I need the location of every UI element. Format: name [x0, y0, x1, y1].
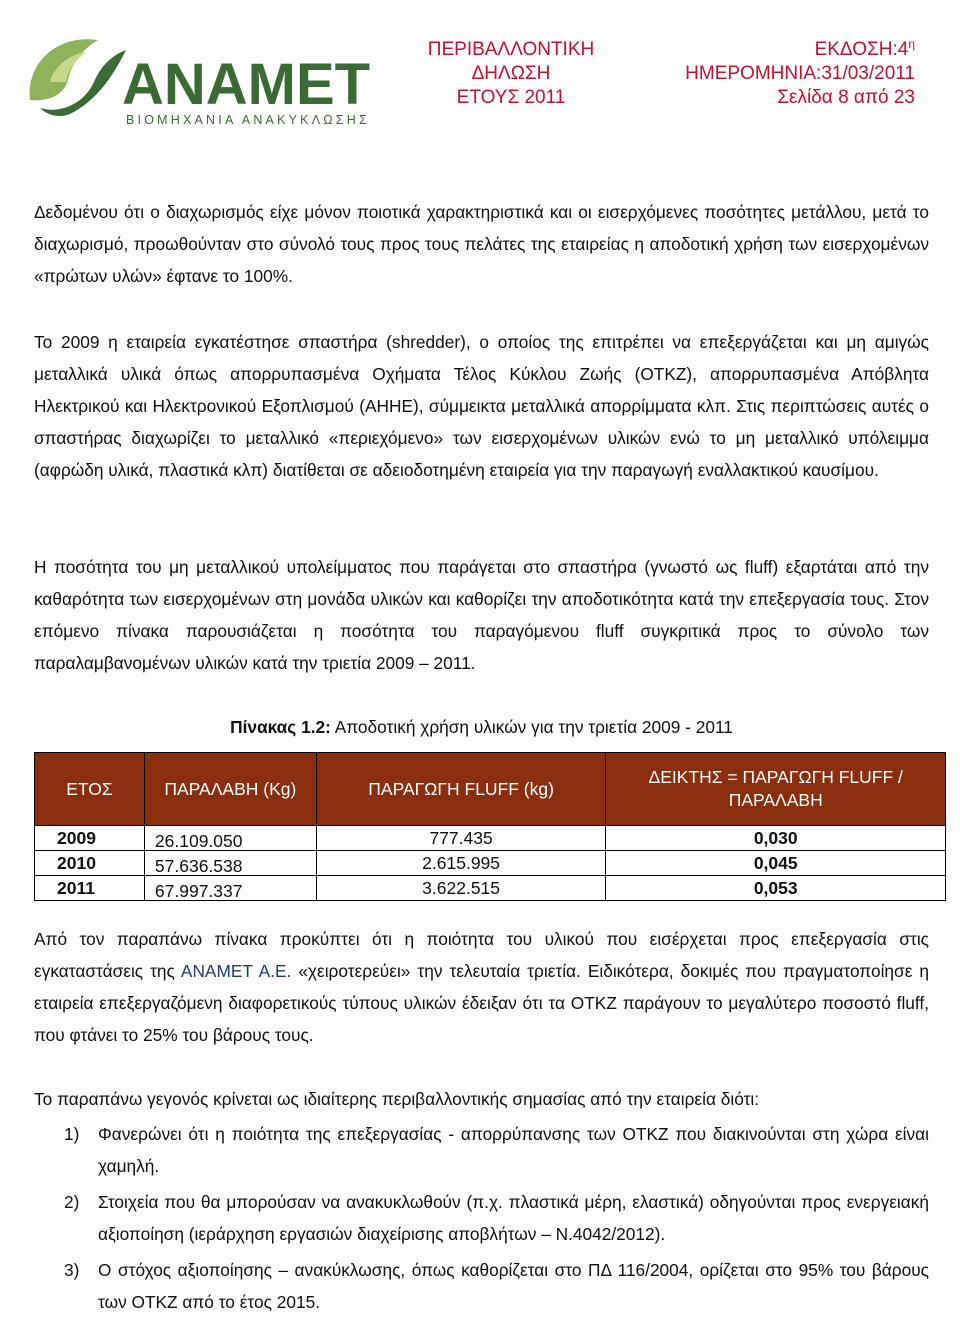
company-name: ΑΝΑΜΕΤ Α.Ε. — [180, 961, 292, 981]
cell-fluff: 2.615.995 — [316, 851, 606, 876]
cell-year: 2010 — [35, 851, 145, 876]
cell-received: 26.109.050 — [144, 829, 316, 854]
cell-index: 0,045 — [606, 851, 946, 876]
cell-fluff: 777.435 — [316, 826, 606, 851]
document-meta — [615, 38, 915, 110]
cell-fluff: 3.622.515 — [316, 876, 606, 901]
edition-label: $EK\Delta O\Sigma H:4^\eta$ — [814, 37, 915, 60]
paragraph-4: Από τον παραπάνω πίνακα προκύπτει ότι η ποιότητα του υλικού που εισέρχεται προς επεξεργασία στις εγκαταστάσεις της ΑΝΑΜΕΤ Α.Ε. «χειροτερεύει» την τελευταία τριετία. Ειδικότερα, δοκιμές που πραγματοποίησε η εταιρεία επεξεργαζόμενη διαφορετικούς τύπους υλικών έδειξαν ότι τα ΟΤΚΖ παράγουν το μεγαλύτερο ποσοστό fluff, που φτάνει το 25% του βάρους τους. — [34, 929, 930, 1045]
title-line-1: ΠΕΡΙΒΑΛΛΟΝΤΙΚΗ — [427, 39, 595, 60]
logo-tagline: ΒΙΟΜΗΧΑΝΙΑ ΑΝΑΚΥΚΛΩΣΗΣ — [126, 113, 370, 127]
paragraph-3: Η ποσότητα του μη μεταλλικού υπολείμματος που παράγεται στο σπαστήρα (γνωστό ως fluff) εξαρτάται από την καθαρότητα των εισερχομένων στη μονάδα υλικών και καθορίζει την αποδοτικότητα κατά την επεξεργασία τους. Στον επόμενο πίνακα παρουσιάζεται η ποσότητα του παραγόμενου fluff συγκριτικά προς το σύνολο των παραλαμβανομένων υλικών κατά την τριετία 2009 – 2011. — [34, 557, 929, 673]
list-item-text: Φανερώνει ότι η ποιότητα της επεξεργασίας - απορρύπανσης των ΟΤΚΖ που διακινούνται στη χώρα είναι χαμηλή. — [98, 1124, 929, 1176]
cell-index: 0,053 — [606, 876, 946, 901]
list-item-text: Στοιχεία που θα μπορούσαν να ανακυκλωθούν (π.χ. πλαστικά μέρη, ελαστικά) οδηγούνται προς ενεργειακή αξιοποίηση (ιεράρχηση εργασιών διαχείρισης αποβλήτων – Ν.4042/2012). — [98, 1192, 929, 1244]
reasons-list — [34, 1118, 929, 1322]
list-item-number: 3) — [64, 1260, 80, 1280]
title-line-2: ΔΗΛΩΣΗ — [471, 63, 551, 84]
list-item — [34, 1186, 929, 1250]
list-item-text: Ο στόχος αξιοποίησης – ανακύκλωσης, όπως καθορίζεται στο ΠΔ 116/2004, ορίζεται στο 95% του βάρους των ΟΤΚΖ από το έτος 2015. — [98, 1260, 929, 1312]
cell-year: 2009 — [35, 826, 145, 851]
col-header-fluff: ΠΑΡΑΓΩΓΗ FLUFF (kg) — [316, 753, 606, 826]
table-row — [35, 851, 946, 876]
table-row — [35, 826, 946, 851]
cell-received: 57.636.538 — [144, 854, 316, 879]
list-item — [34, 1118, 929, 1182]
col-header-index: ΔΕΙΚΤΗΣ = ΠΑΡΑΓΩΓΗ FLUFF / ΠΑΡΑΛΑΒΗ — [606, 753, 946, 826]
list-item-number: 2) — [64, 1192, 80, 1212]
table-header-row — [35, 753, 946, 826]
date-label: ΗΜΕΡΟΜΗΝΙΑ:31/03/2011 — [685, 63, 915, 84]
table-caption — [34, 714, 929, 740]
col-header-year: ΕΤΟΣ — [35, 753, 145, 826]
paragraph-1: Δεδομένου ότι ο διαχωρισμός είχε μόνον ποιοτικά χαρακτηριστικά και οι εισερχόμενες ποσότητες μετάλλου, μετά το διαχωρισμό, προωθούνταν στο σύνολό τους προς τους πελάτες της εταιρείας η αποδοτική χρήση των εισερχομένων «πρώτων υλών» έφτανε το 100%. — [34, 202, 929, 286]
anamet-logo-graphic — [20, 22, 400, 137]
cell-received: 67.997.337 — [144, 879, 316, 904]
list-item-number: 1) — [64, 1124, 80, 1144]
cell-year: 2011 — [35, 876, 145, 901]
col-header-received: ΠΑΡΑΛΑΒΗ (Kg) — [144, 753, 316, 826]
document-header — [0, 0, 960, 140]
title-line-3: ΕΤΟΥΣ 2011 — [456, 87, 566, 108]
list-item — [34, 1254, 929, 1318]
table-caption-number: Πίνακας 1.2: — [230, 717, 331, 737]
paragraph-5: Το παραπάνω γεγονός κρίνεται ως ιδιαίτερης περιβαλλοντικής σημασίας από την εταιρεία διότι: — [34, 1089, 760, 1109]
document-title — [400, 38, 622, 110]
paragraph-2: Το 2009 η εταιρεία εγκατέστησε σπαστήρα (shredder), ο οποίος της επιτρέπει να επεξεργάζεται και μη αμιγώς μεταλλικά υλικά όπως απορρυπασμένα Οχήματα Τέλος Κύκλου Ζωής (ΟΤΚΖ), απορρυπασμένα Απόβλητα Ηλεκτρικού και Ηλεκτρονικού Εξοπλισμού (ΑΗΗΕ), σύμμεικτα μεταλλικά απορρίμματα κλπ. Στις περιπτώσεις αυτές ο σπαστήρας διαχωρίζει το μεταλλικό «περιεχόμενο» των εισερχομένων υλικών ενώ το μη μεταλλικό υπόλειμμα (αφρώδη υλικά, πλαστικά κλπ) διατίθεται σε αδειοδοτημένη εταιρεία για την παραγωγή εναλλακτικού καυσίμου. — [34, 332, 929, 480]
page-number: Σελίδα 8 από 23 — [777, 87, 915, 108]
efficiency-table — [34, 752, 946, 901]
table-caption-text: Αποδοτική χρήση υλικών για την τριετία 2009 - 2011 — [330, 717, 733, 737]
edition-superscript: η — [908, 37, 915, 51]
table-row — [35, 876, 946, 901]
leaf-emblem-icon — [30, 39, 126, 116]
cell-index: 0,030 — [606, 826, 946, 851]
company-logo — [20, 22, 400, 137]
logo-wordmark: ANAMET — [122, 52, 371, 117]
